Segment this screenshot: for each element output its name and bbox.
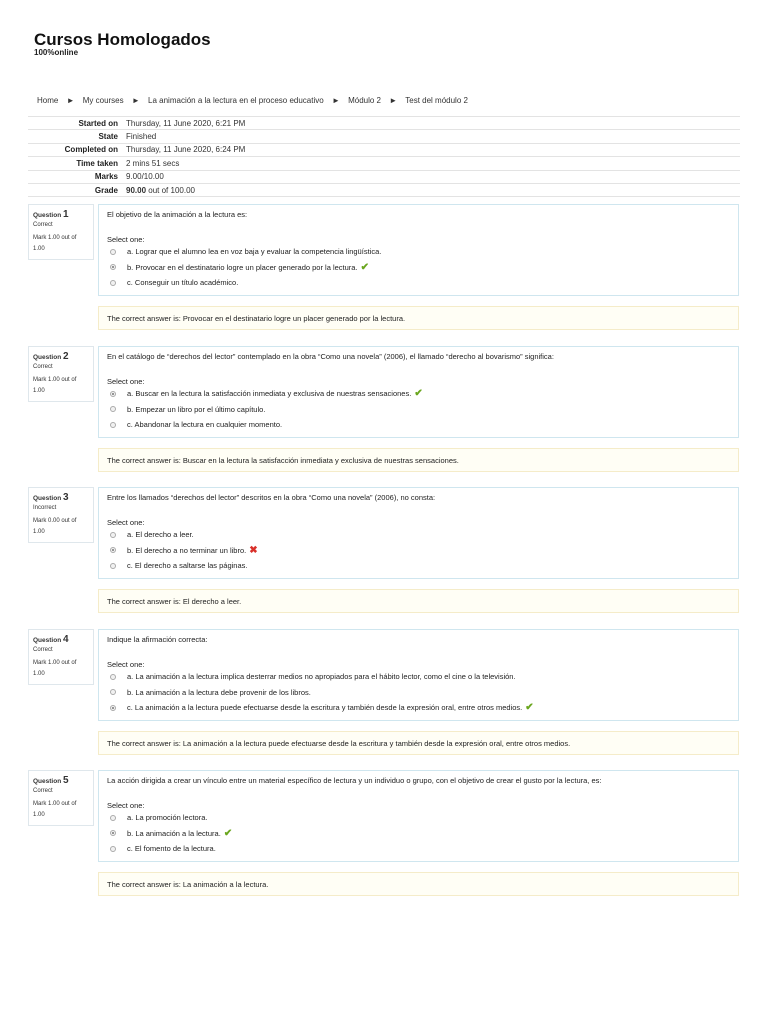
summary-row-completed (28, 143, 740, 156)
summary-row-time-taken (28, 156, 740, 169)
question-content (98, 629, 739, 721)
correct-answer-feedback: The correct answer is: Provocar en el destinatario logre un placer generado por la lectura. (98, 306, 739, 330)
breadcrumb-separator-icon: ► (131, 96, 140, 105)
site-title: Cursos Homologados (34, 30, 211, 49)
question-mark: Mark 1.00 out of 1.00 (33, 377, 77, 394)
summary-value (126, 186, 195, 195)
question-text: En el catálogo de “derechos del lector” contemplado en la obra “Como una novela” (2006), el llamado “derecho al bovarismo” significa: (107, 352, 554, 361)
question-text: La acción dirigida a crear un vínculo entre un material específico de lectura y un individuo o grupo, con el objetivo de crear el gusto por la lectura, es: (107, 776, 602, 785)
question-mark: Mark 1.00 out of 1.00 (33, 235, 77, 252)
answer-label: b. El derecho a no terminar un libro. (127, 545, 247, 555)
answer-label: c. Conseguir un título académico. (127, 278, 239, 288)
select-one-label: Select one: (107, 377, 145, 386)
grade-out-of: out of 100.00 (148, 185, 195, 195)
summary-value: Thursday, 11 June 2020, 6:24 PM (126, 145, 246, 155)
answer-label: a. Buscar en la lectura la satisfacción inmediata y exclusiva de nuestras sensaciones. (127, 389, 412, 399)
radio-button-selected[interactable] (110, 547, 116, 553)
answer-label: b. Empezar un libro por el último capítulo. (127, 404, 266, 414)
radio-button[interactable] (110, 563, 116, 569)
question-content (98, 487, 739, 579)
answer-label: a. Lograr que el alumno lea en voz baja y evaluar la competencia lingüística. (127, 247, 382, 257)
select-one-label: Select one: (107, 235, 145, 244)
breadcrumb-separator-icon: ► (389, 96, 398, 105)
summary-value: 9.00/10.00 (126, 172, 164, 182)
correct-check-icon: ✔ (360, 261, 369, 273)
radio-button[interactable] (110, 249, 116, 255)
answer-label: b. Provocar en el destinatario logre un placer generado por la lectura. (127, 262, 358, 272)
answer-label: c. El fomento de la lectura. (127, 844, 216, 854)
breadcrumb-my-courses[interactable]: My courses (82, 96, 124, 105)
answer-label: c. Abandonar la lectura en cualquier momento. (127, 420, 283, 430)
question-label: Question (33, 212, 62, 219)
summary-label: State (98, 132, 118, 142)
summary-label: Grade (94, 185, 118, 195)
answer-option[interactable] (110, 386, 730, 402)
answer-option[interactable] (110, 669, 730, 685)
question-number: 4 (62, 634, 69, 645)
question-label: Question (33, 637, 62, 644)
answer-label: a. El derecho a leer. (127, 530, 194, 540)
question-state: Correct (33, 647, 53, 653)
answer-label: c. El derecho a saltarse las páginas. (127, 561, 248, 571)
answer-option[interactable] (110, 826, 730, 842)
question-label: Question (33, 495, 62, 502)
answer-label: a. La animación a la lectura implica desterrar medios no apropiados para el hábito lector, como el cine o la televisión. (127, 672, 516, 682)
question-mark: Mark 0.00 out of 1.00 (33, 518, 77, 535)
question-state: Correct (33, 788, 53, 794)
correct-answer-feedback: The correct answer is: El derecho a leer. (98, 589, 739, 613)
radio-button-selected[interactable] (110, 705, 116, 711)
attempt-summary-table (28, 116, 740, 197)
radio-button-selected[interactable] (110, 391, 116, 397)
breadcrumb-separator-icon: ► (66, 96, 75, 105)
radio-button[interactable] (110, 689, 116, 695)
radio-button[interactable] (110, 406, 116, 412)
correct-answer-feedback: The correct answer is: La animación a la lectura. (98, 872, 739, 896)
answer-label: b. La animación a la lectura debe provenir de los libros. (127, 687, 311, 697)
question-info (28, 770, 94, 826)
answer-option[interactable] (110, 700, 730, 716)
site-subtitle: 100%online (34, 48, 79, 57)
question-number: 2 (62, 351, 69, 362)
summary-row-started (28, 116, 740, 129)
question-number: 5 (62, 775, 69, 786)
correct-answer-feedback: The correct answer is: La animación a la lectura puede efectuarse desde la escritura y también desde la expresión oral, entre otros medios. (98, 731, 739, 755)
radio-button[interactable] (110, 815, 116, 821)
answer-label: c. La animación a la lectura puede efectuarse desde la escritura y también desde la expresión oral, entre otros medios. (127, 703, 523, 713)
answer-option[interactable] (110, 685, 730, 701)
select-one-label: Select one: (107, 801, 145, 810)
answer-option[interactable] (110, 810, 730, 826)
question-text: El objetivo de la animación a la lectura es: (107, 210, 248, 219)
question-state: Correct (33, 364, 53, 370)
question-text: Indique la afirmación correcta: (107, 635, 208, 644)
answer-option[interactable] (110, 402, 730, 418)
question-label: Question (33, 778, 62, 785)
summary-value: Finished (126, 132, 157, 142)
summary-label: Started on (78, 118, 118, 128)
question-state: Correct (33, 222, 53, 228)
answer-option[interactable] (110, 841, 730, 857)
summary-value: 2 mins 51 secs (126, 158, 180, 168)
question-info (28, 204, 94, 260)
select-one-label: Select one: (107, 660, 145, 669)
question-label: Question (33, 354, 62, 361)
grade-value: 90.00 (126, 185, 147, 195)
breadcrumb-course[interactable]: La animación a la lectura en el proceso educativo (148, 96, 324, 105)
summary-row-state (28, 129, 740, 142)
summary-label: Completed on (64, 145, 118, 155)
answer-option[interactable] (110, 244, 730, 260)
radio-button[interactable] (110, 674, 116, 680)
summary-value: Thursday, 11 June 2020, 6:21 PM (126, 118, 246, 128)
question-mark: Mark 1.00 out of 1.00 (33, 660, 77, 677)
correct-check-icon: ✔ (223, 827, 233, 839)
question-number: 1 (62, 209, 69, 220)
breadcrumb-home[interactable]: Home (37, 96, 59, 105)
answer-label: b. La animación a la lectura. (127, 828, 221, 838)
summary-row-marks (28, 170, 740, 183)
question-info (28, 487, 94, 543)
incorrect-cross-icon: ✖ (249, 544, 258, 556)
correct-answer-feedback: The correct answer is: Buscar en la lectura la satisfacción inmediata y exclusiva de nuestras sensaciones. (98, 448, 739, 472)
summary-label: Time taken (76, 158, 118, 168)
radio-button[interactable] (110, 846, 116, 852)
answer-option[interactable] (110, 417, 730, 433)
summary-label: Marks (94, 172, 118, 182)
select-one-label: Select one: (107, 518, 145, 527)
question-content (98, 346, 739, 438)
breadcrumb (37, 96, 474, 105)
question-text: Entre los llamados “derechos del lector” descritos en la obra “Como una novela” (2006), no consta: (107, 493, 436, 502)
question-info (28, 346, 94, 402)
answer-option[interactable] (110, 260, 730, 276)
radio-button[interactable] (110, 280, 116, 286)
answer-option[interactable] (110, 558, 730, 574)
summary-row-grade (28, 183, 740, 197)
answer-option[interactable] (110, 527, 730, 543)
radio-button[interactable] (110, 532, 116, 538)
question-content (98, 204, 739, 296)
answer-option[interactable] (110, 275, 730, 291)
breadcrumb-module[interactable]: Módulo 2 (348, 96, 382, 105)
question-content (98, 770, 739, 862)
breadcrumb-separator-icon: ► (331, 96, 340, 105)
question-state: Incorrect (33, 505, 57, 511)
correct-check-icon: ✔ (525, 702, 534, 714)
radio-button-selected[interactable] (110, 830, 116, 836)
answer-label: a. La promoción lectora. (127, 813, 208, 823)
correct-check-icon: ✔ (414, 388, 423, 400)
radio-button[interactable] (110, 422, 116, 428)
question-mark: Mark 1.00 out of 1.00 (33, 801, 77, 818)
radio-button-selected[interactable] (110, 264, 116, 270)
question-number: 3 (62, 492, 69, 503)
answer-option[interactable] (110, 543, 730, 559)
question-info (28, 629, 94, 685)
breadcrumb-test[interactable]: Test del módulo 2 (405, 96, 468, 105)
